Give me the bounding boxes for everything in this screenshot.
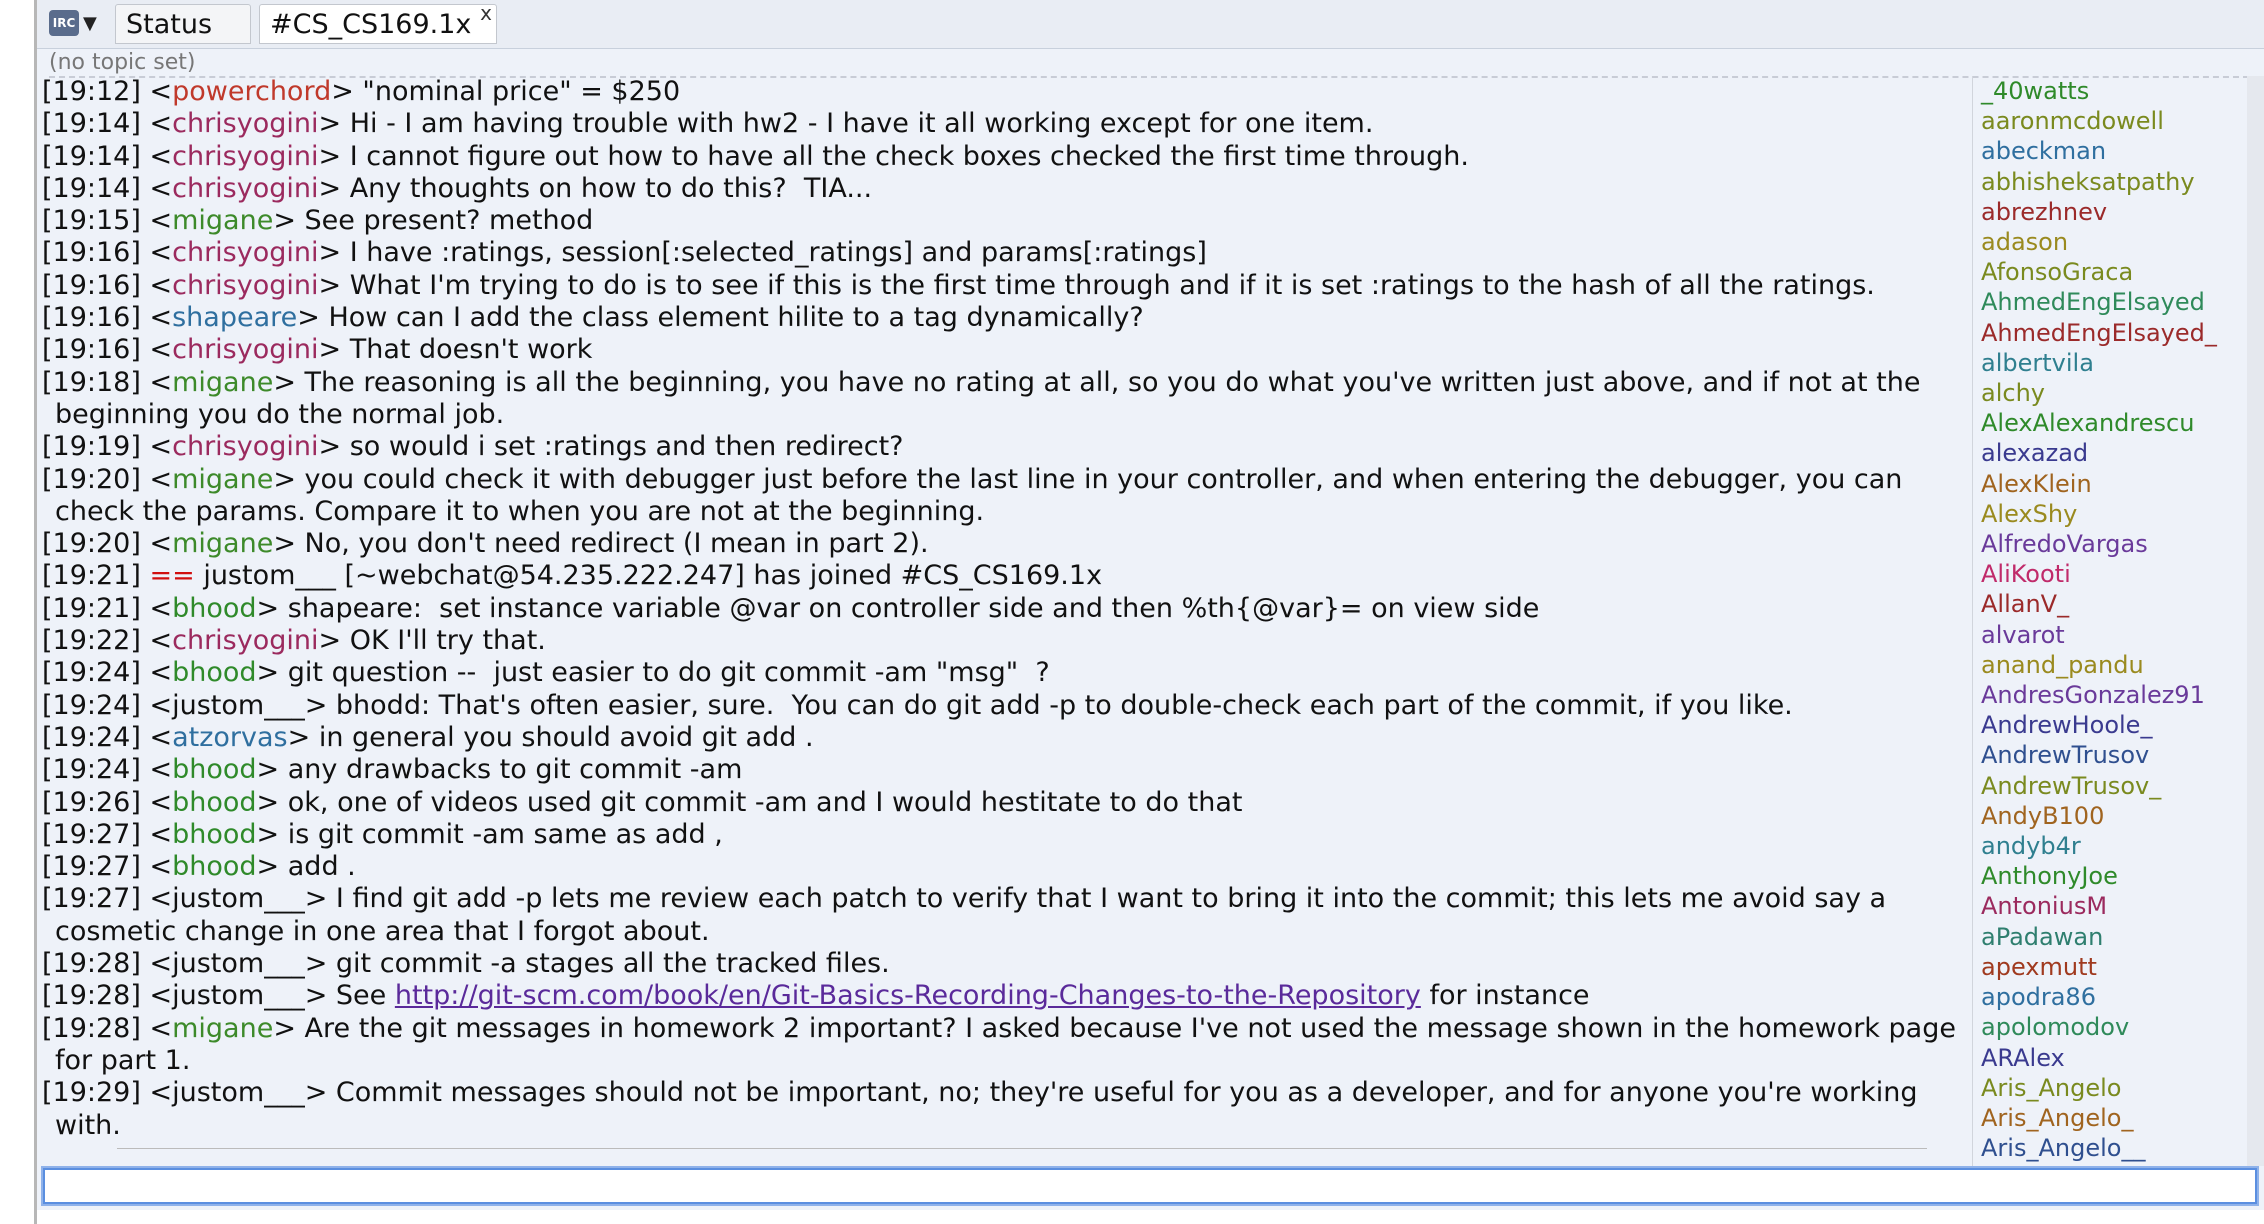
message-input-frame: [41, 1166, 2259, 1206]
irc-client-window: [37, 0, 2264, 1224]
chat-message: [19:24] <atzorvas> in general you should avoid git add .: [42, 721, 814, 753]
tab-status[interactable]: [115, 4, 251, 44]
message-timestamp: [19:16]: [42, 334, 141, 366]
user-list-item[interactable]: aPadawan: [1981, 922, 2104, 951]
user-list-item[interactable]: anand_pandu: [1981, 650, 2144, 679]
message-timestamp: [19:14]: [42, 140, 141, 172]
message-text: See present? method: [295, 205, 594, 237]
user-list-item[interactable]: Aris_Angelo__: [1981, 1134, 2146, 1163]
join-marker: ==: [149, 560, 195, 592]
message-nick[interactable]: migane: [172, 205, 274, 237]
user-list-item[interactable]: abeckman: [1981, 137, 2107, 166]
message-timestamp: [19:19]: [42, 431, 141, 463]
message-nick[interactable]: chrisyogini: [172, 334, 319, 366]
user-list-item[interactable]: andyb4r: [1981, 832, 2081, 861]
message-nick[interactable]: bhood: [172, 754, 257, 786]
chat-message: [19:24] <bhood> git question -- just easier to do git commit -am "msg" ?: [42, 657, 1050, 689]
message-text: justom___ [~webchat@54.235.222.247] has joined #CS_CS169.1x: [194, 560, 1103, 592]
message-text: any drawbacks to git commit -am: [279, 754, 743, 786]
message-timestamp: [19:29]: [42, 1077, 141, 1109]
message-timestamp: [19:18]: [42, 366, 141, 398]
user-list-item[interactable]: AliKooti: [1981, 560, 2071, 589]
chat-message: [19:28] <migane> Are the git messages in homework 2 important? I asked because I've not used the message shown in the homework page: [42, 1012, 1956, 1044]
user-list-item[interactable]: alexazad: [1981, 439, 2089, 468]
message-nick[interactable]: atzorvas: [172, 721, 288, 753]
irc-app-icon: IRC: [49, 10, 79, 36]
chat-log: [37, 76, 1967, 1166]
chat-message: [19:20] <migane> you could check it with debugger just before the last line in your controller, and when entering the debugger, you can: [42, 463, 1903, 495]
window-bottom-edge: [37, 1210, 2264, 1224]
message-nick[interactable]: justom___: [172, 689, 305, 721]
user-list-scrollbar[interactable]: [2247, 76, 2264, 1166]
message-text: OK I'll try that.: [341, 625, 546, 657]
user-list-item[interactable]: apexmutt: [1981, 952, 2097, 981]
message-text: ok, one of videos used git commit -am and I would hestitate to do that: [279, 786, 1243, 818]
message-timestamp: [19:28]: [42, 948, 141, 980]
message-text: That doesn't work: [341, 334, 593, 366]
chat-message: [19:16] <shapeare> How can I add the class element hilite to a tag dynamically?: [42, 302, 1144, 334]
user-list: [1972, 76, 2248, 1166]
chat-message: [19:19] <chrisyogini> so would i set :ratings and then redirect?: [42, 431, 904, 463]
message-text: See: [327, 980, 395, 1012]
message-timestamp: [19:27]: [42, 851, 141, 883]
message-text: bhodd: That's often easier, sure. You can do git add -p to double-check each part of the commit, if you like.: [327, 689, 1793, 721]
message-timestamp: [19:16]: [42, 269, 141, 301]
message-timestamp: [19:14]: [42, 172, 141, 204]
message-nick[interactable]: migane: [172, 528, 274, 560]
chat-message: [19:28] <justom___> git commit -a stages all the tracked files.: [42, 948, 890, 980]
user-list-item[interactable]: alchy: [1981, 379, 2045, 408]
message-text: is git commit -am same as add ,: [279, 818, 723, 850]
message-nick[interactable]: bhood: [172, 851, 257, 883]
tab-channel-label: #CS_CS169.1x: [270, 8, 472, 40]
message-text: shapeare: set instance variable @var on controller side and then %th{@var}= on view side: [279, 592, 1540, 624]
message-text: you could check it with debugger just before the last line in your controller, and when entering the debugger, you can: [295, 463, 1903, 495]
message-timestamp: [19:21]: [42, 560, 141, 592]
message-nick[interactable]: bhood: [172, 818, 257, 850]
user-list-item[interactable]: AndrewHoole_: [1981, 711, 2153, 740]
message-timestamp: [19:16]: [42, 237, 141, 269]
message-text: git question -- just easier to do git commit -am "msg" ?: [279, 657, 1050, 689]
chat-message: [19:15] <migane> See present? method: [42, 205, 594, 237]
message-timestamp: [19:16]: [42, 302, 141, 334]
message-text: I have :ratings, session[:selected_ratings] and params[:ratings]: [341, 237, 1207, 269]
user-list-item[interactable]: AhmedEngElsayed: [1981, 288, 2205, 317]
message-nick[interactable]: justom___: [172, 1077, 305, 1109]
message-text: The reasoning is all the beginning, you have no rating at all, so you do what you've written just above, and if not at the: [295, 366, 1921, 398]
message-text: Any thoughts on how to do this? TIA...: [341, 172, 873, 204]
user-list-item[interactable]: AndrewTrusov_: [1981, 771, 2162, 800]
message-text-after-link: for instance: [1420, 980, 1590, 1012]
chat-message: [19:22] <chrisyogini> OK I'll try that.: [42, 625, 546, 657]
message-input[interactable]: [43, 1168, 2257, 1204]
message-timestamp: [19:14]: [42, 108, 141, 140]
user-list-item[interactable]: abrezhnev: [1981, 197, 2108, 226]
chat-divider: [117, 1148, 1927, 1149]
user-list-item[interactable]: abhisheksatpathy: [1981, 167, 2195, 196]
user-list-item[interactable]: apodra86: [1981, 983, 2096, 1012]
message-text: What I'm trying to do is to see if this is the first time through and if it is set :ratings to the hash of all the ratings.: [341, 269, 1875, 301]
message-nick[interactable]: shapeare: [172, 302, 298, 334]
message-timestamp: [19:28]: [42, 980, 141, 1012]
message-timestamp: [19:28]: [42, 1012, 141, 1044]
chat-message: [19:14] <chrisyogini> Any thoughts on how to do this? TIA...: [42, 172, 873, 204]
user-list-item[interactable]: albertvila: [1981, 348, 2094, 377]
message-nick[interactable]: justom___: [172, 980, 305, 1012]
chat-message-continuation: check the params. Compare it to when you are not at the beginning.: [55, 495, 985, 527]
message-text: I cannot figure out how to have all the check boxes checked the first time through.: [341, 140, 1469, 172]
chat-message: [19:24] <justom___> bhodd: That's often easier, sure. You can do git add -p to double-check each part of the commit, if you like.: [42, 689, 1793, 721]
chat-message: [19:20] <migane> No, you don't need redirect (I mean in part 2).: [42, 528, 929, 560]
message-timestamp: [19:20]: [42, 463, 141, 495]
user-list-item[interactable]: Aris_Angelo: [1981, 1073, 2122, 1102]
user-list-item[interactable]: AntoniusM: [1981, 892, 2108, 921]
message-nick[interactable]: migane: [172, 1012, 274, 1044]
user-list-item[interactable]: AndyB100: [1981, 801, 2105, 830]
user-list-item[interactable]: ARAlex: [1981, 1043, 2065, 1072]
user-list-item[interactable]: AlexKlein: [1981, 469, 2092, 498]
message-nick[interactable]: chrisyogini: [172, 269, 319, 301]
user-list-item[interactable]: aaronmcdowell: [1981, 107, 2164, 136]
close-icon[interactable]: x: [480, 1, 492, 25]
message-text: git commit -a stages all the tracked files.: [327, 948, 890, 980]
message-nick[interactable]: migane: [172, 463, 274, 495]
user-list-item[interactable]: AnthonyJoe: [1981, 862, 2118, 891]
message-timestamp: [19:27]: [42, 818, 141, 850]
message-text: in general you should avoid git add .: [310, 721, 814, 753]
message-text: Are the git messages in homework 2 important? I asked because I've not used the message shown in the homework page: [295, 1012, 1956, 1044]
user-list-item[interactable]: AndrewTrusov: [1981, 741, 2150, 770]
message-timestamp: [19:21]: [42, 592, 141, 624]
message-nick[interactable]: chrisyogini: [172, 108, 319, 140]
chat-message: [19:24] <bhood> any drawbacks to git commit -am: [42, 754, 743, 786]
message-nick[interactable]: justom___: [172, 883, 305, 915]
message-nick[interactable]: justom___: [172, 948, 305, 980]
message-nick[interactable]: bhood: [172, 786, 257, 818]
server-menu-button[interactable]: [49, 6, 107, 40]
message-timestamp: [19:12]: [42, 76, 141, 107]
chat-message: [19:18] <migane> The reasoning is all the beginning, you have no rating at all, so you do what you've written just above, and if not at the: [42, 366, 1921, 398]
message-timestamp: [19:27]: [42, 883, 141, 915]
message-timestamp: [19:24]: [42, 689, 141, 721]
message-text: I find git add -p lets me review each patch to verify that I want to bring it into the commit; this lets me avoid say a: [327, 883, 1887, 915]
message-timestamp: [19:24]: [42, 657, 141, 689]
message-nick[interactable]: chrisyogini: [172, 625, 319, 657]
user-list-item[interactable]: AlexShy: [1981, 499, 2078, 528]
message-text: so would i set :ratings and then redirect?: [341, 431, 904, 463]
message-timestamp: [19:15]: [42, 205, 141, 237]
user-list-item[interactable]: AlfredoVargas: [1981, 530, 2148, 559]
message-timestamp: [19:24]: [42, 721, 141, 753]
user-list-item[interactable]: AlexAlexandrescu: [1981, 409, 2195, 438]
message-nick[interactable]: chrisyogini: [172, 237, 319, 269]
chat-message: [19:16] <chrisyogini> That doesn't work: [42, 334, 593, 366]
chat-message: [19:14] <chrisyogini> Hi - I am having trouble with hw2 - I have it all working except for one item.: [42, 108, 1374, 140]
chat-message: [19:29] <justom___> Commit messages should not be important, no; they're useful for you as a developer, and for anyone you're working: [42, 1077, 1918, 1109]
chat-message-continuation: cosmetic change in one area that I forgot about.: [55, 915, 710, 947]
chat-message: [19:16] <chrisyogini> I have :ratings, session[:selected_ratings] and params[:ratings]: [42, 237, 1207, 269]
chat-message: [37, 560, 1967, 592]
message-link[interactable]: http://git-scm.com/book/en/Git-Basics-Recording-Changes-to-the-Repository: [394, 980, 1421, 1012]
channel-topic: (no topic set): [49, 50, 2249, 78]
message-nick[interactable]: chrisyogini: [172, 431, 319, 463]
message-timestamp: [19:20]: [42, 528, 141, 560]
window-left-edge: [0, 0, 37, 1224]
user-list-item[interactable]: alvarot: [1981, 620, 2065, 649]
message-text: add .: [279, 851, 356, 883]
message-nick[interactable]: bhood: [172, 592, 257, 624]
chat-message: [19:26] <bhood> ok, one of videos used git commit -am and I would hestitate to do that: [42, 786, 1243, 818]
tab-channel[interactable]: [259, 1, 497, 44]
chat-message-continuation: with.: [55, 1109, 121, 1141]
user-list-item[interactable]: AllanV_: [1981, 590, 2070, 619]
message-text: Hi - I am having trouble with hw2 - I have it all working except for one item.: [341, 108, 1374, 140]
message-nick[interactable]: powerchord: [172, 76, 332, 107]
message-timestamp: [19:24]: [42, 754, 141, 786]
tab-status-label: Status: [126, 8, 213, 40]
user-list-item[interactable]: AfonsoGraca: [1981, 258, 2134, 287]
chat-message: [19:28] <justom___> See http://git-scm.com/book/en/Git-Basics-Recording-Changes-to-the-Repository for instance: [42, 980, 1590, 1012]
user-list-item[interactable]: AhmedEngElsayed_: [1981, 318, 2217, 347]
chat-message-continuation: for part 1.: [55, 1044, 191, 1076]
user-list-item[interactable]: apolomodov: [1981, 1013, 2130, 1042]
message-timestamp: [19:26]: [42, 786, 141, 818]
user-list-item[interactable]: AndresGonzalez91: [1981, 681, 2205, 710]
user-list-item[interactable]: _40watts: [1981, 77, 2090, 105]
chat-message: [19:12] <powerchord> "nominal price" = $250: [42, 76, 681, 107]
chat-message: [19:21] <bhood> shapeare: set instance variable @var on controller side and then %th{@var}= on view side: [42, 592, 1540, 624]
chat-message: [19:14] <chrisyogini> I cannot figure out how to have all the check boxes checked the first time through.: [42, 140, 1469, 172]
message-nick[interactable]: chrisyogini: [172, 172, 319, 204]
message-text: Commit messages should not be important, no; they're useful for you as a developer, and for anyone you're working: [327, 1077, 1918, 1109]
message-nick[interactable]: migane: [172, 366, 274, 398]
message-timestamp: [19:22]: [42, 625, 141, 657]
chevron-down-icon[interactable]: ▼: [83, 12, 97, 34]
message-text: "nominal price" = $250: [353, 76, 681, 107]
chat-message: [19:16] <chrisyogini> What I'm trying to do is to see if this is the first time through and if it is set :ratings to the hash of all the ratings.: [42, 269, 1875, 301]
message-text: How can I add the class element hilite to a tag dynamically?: [319, 302, 1144, 334]
chat-message-continuation: beginning you do the normal job.: [55, 398, 505, 430]
user-list-item[interactable]: Aris_Angelo_: [1981, 1103, 2134, 1132]
chat-message: [19:27] <bhood> is git commit -am same as add ,: [42, 818, 723, 850]
chat-message: [19:27] <justom___> I find git add -p lets me review each patch to verify that I want to bring it into the commit; this lets me avoid say a: [42, 883, 1887, 915]
user-list-item[interactable]: adason: [1981, 228, 2069, 257]
message-nick[interactable]: chrisyogini: [172, 140, 319, 172]
chat-message: [19:27] <bhood> add .: [42, 851, 356, 883]
message-text: No, you don't need redirect (I mean in part 2).: [295, 528, 929, 560]
tab-bar: [37, 0, 2264, 49]
message-nick[interactable]: bhood: [172, 657, 257, 689]
